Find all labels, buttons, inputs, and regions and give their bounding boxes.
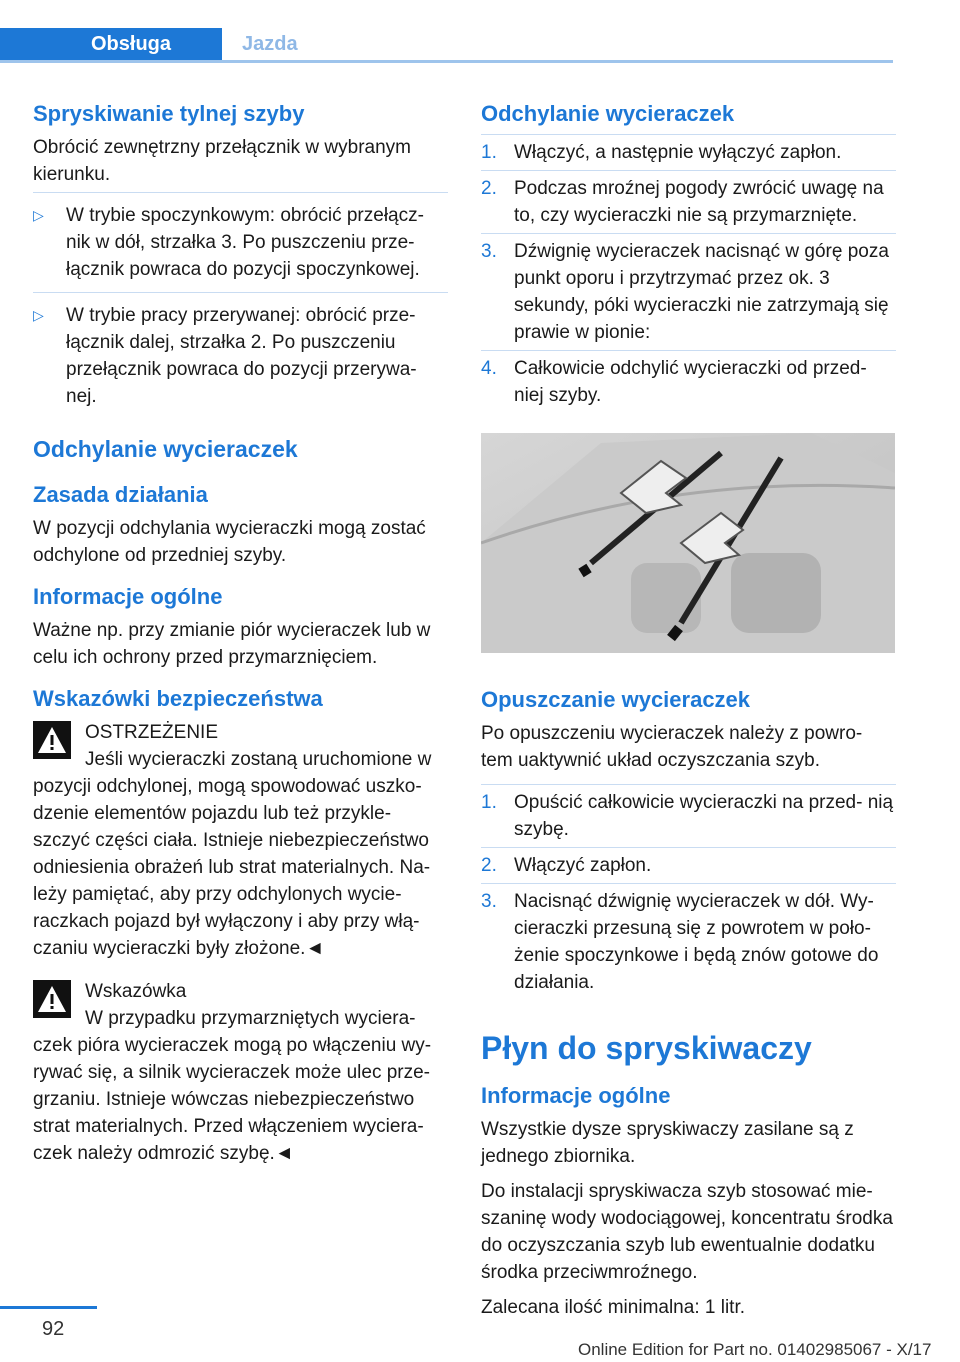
paragraph: Wszystkie dysze spryskiwaczy zasilane są z jednego zbiornika. — [481, 1119, 854, 1167]
paragraph: Po opuszczeniu wycieraczek należy z powro‐ tem uaktywnić układ oczyszczania szyb. — [481, 723, 863, 771]
warning-block — [33, 719, 448, 962]
list-item-text: W trybie spoczynkowym: obrócić przełącz‐ nik w dół, strzałka 3. Po puszczeniu prze‐ łącznik powraca do pozycji spoczynkowej. — [66, 205, 424, 280]
list-item — [481, 883, 896, 1000]
footer-line — [0, 1306, 97, 1309]
header-bar — [0, 0, 960, 62]
step-text: Podczas mroźnej pogody zwrócić uwagę na to, czy wycieraczki nie są przymarznięte. — [514, 178, 884, 226]
paragraph: Do instalacji spryskiwacza szyb stosować mie‐ szaninę wody wodociągowej, koncentratu środka do oczyszczania szyb lub ewentualnie dodatku środka przeciwmroźnego. — [481, 1181, 893, 1283]
triangle-bullet-icon: ▷ — [33, 307, 44, 323]
list-item — [481, 784, 896, 847]
section-title-lowering: Opuszczanie wycieraczek — [481, 687, 751, 712]
step-text: Całkowicie odchylić wycieraczki od przed‐ niej szyby. — [514, 358, 867, 406]
step-number: 4. — [481, 358, 497, 379]
step-number: 2. — [481, 178, 497, 199]
notice-block — [33, 978, 448, 1167]
right-column — [481, 100, 896, 1321]
tab-obsluga[interactable]: Obsługa — [0, 28, 222, 60]
left-column — [33, 100, 448, 1167]
step-number: 2. — [481, 855, 497, 876]
paragraph: Zalecana ilość minimalna: 1 litr. — [481, 1297, 745, 1318]
list-item — [481, 170, 896, 233]
triangle-bullet-icon: ▷ — [33, 207, 44, 223]
list-item — [481, 233, 896, 350]
step-number: 1. — [481, 792, 497, 813]
warning-heading: OSTRZEŻENIE — [85, 722, 219, 743]
section-title-wiper-fold: Odchylanie wycieraczek — [33, 436, 298, 462]
subsection-title-general: Informacje ogólne — [481, 1083, 671, 1108]
tab-jazda[interactable]: Jazda — [242, 32, 298, 55]
subsection-title-principle: Zasada działania — [33, 482, 208, 507]
notice-text: W przypadku przymarzniętych wyciera‐ czek pióra wycieraczek mogą po włączeniu wy‐ rywać się, a silnik wycieraczek może ulec prze‐ grzaniu. Istnieje wówczas niebezpieczeństwo strat materialnych. Przed włączeniem wyciera‐ czek należy odmrozić szybę.◄ — [33, 1008, 432, 1164]
numbered-list — [481, 134, 896, 413]
page-number: 92 — [42, 1318, 65, 1340]
header-divider — [0, 60, 893, 63]
step-text: Włączyć, a następnie wyłączyć zapłon. — [514, 142, 842, 163]
step-number: 3. — [481, 241, 497, 262]
list-item — [481, 847, 896, 883]
subsection-title-safety: Wskazówki bezpieczeństwa — [33, 686, 323, 711]
wiper-illustration — [481, 433, 895, 653]
numbered-list — [481, 784, 896, 1000]
warning-triangle-icon — [33, 721, 71, 759]
warning-triangle-icon — [33, 980, 71, 1018]
paragraph: W pozycji odchylania wycieraczki mogą zostać odchylone od przedniej szyby. — [33, 518, 426, 566]
edition-note: Online Edition for Part no. 01402985067 - X/17 — [578, 1340, 932, 1359]
list-item-text: W trybie pracy przerywanej: obrócić prze‐ łącznik dalej, strzałka 2. Po puszczeniu przełącznik powraca do pozycji przerywa‐ nej. — [66, 305, 417, 407]
step-number: 1. — [481, 142, 497, 163]
chapter-title-washer-fluid: Płyn do spryskiwaczy — [481, 1030, 812, 1066]
step-number: 3. — [481, 891, 497, 912]
step-text: Dźwignię wycieraczek nacisnąć w górę poza punkt oporu i przytrzymać przez ok. 3 sekundy, póki wycieraczki nie zatrzymają się prawie w pionie: — [514, 241, 889, 343]
paragraph: Obrócić zewnętrzny przełącznik w wybranym kierunku. — [33, 137, 412, 185]
section-title-fold-steps: Odchylanie wycieraczek — [481, 101, 735, 126]
notice-heading: Wskazówka — [85, 981, 187, 1002]
list-item — [481, 350, 896, 413]
subsection-title-general: Informacje ogólne — [33, 584, 223, 609]
list-item — [33, 192, 448, 292]
section-title-rear-wash: Spryskiwanie tylnej szyby — [33, 101, 305, 126]
list-item — [481, 134, 896, 170]
bullet-list — [33, 192, 448, 419]
list-item — [33, 292, 448, 419]
paragraph: Ważne np. przy zmianie piór wycieraczek lub w celu ich ochrony przed przymarznięciem. — [33, 620, 431, 668]
step-text: Nacisnąć dźwignię wycieraczek w dół. Wy‐ cieraczki przesuną się z powrotem w poło‐ żenie spoczynkowe i będą znów gotowe do działania. — [514, 891, 879, 993]
step-text: Opuścić całkowicie wycieraczki na przed‐ nią szybę. — [514, 792, 894, 840]
step-text: Włączyć zapłon. — [514, 855, 652, 876]
warning-text: Jeśli wycieraczki zostaną uruchomione w pozycji odchylonej, mogą spowodować uszko‐ dzenie elementów pojazdu lub też przykle‐ szczyć części ciała. Istnieje niebezpieczeństwo odniesienia obrażeń lub strat materialnych. Na‐ leży pamiętać, aby przy odchylonych wycie‐ raczkach pojazd był wyłączony i aby przy włą‐ czaniu wycieraczki były złożone.◄ — [33, 749, 432, 959]
